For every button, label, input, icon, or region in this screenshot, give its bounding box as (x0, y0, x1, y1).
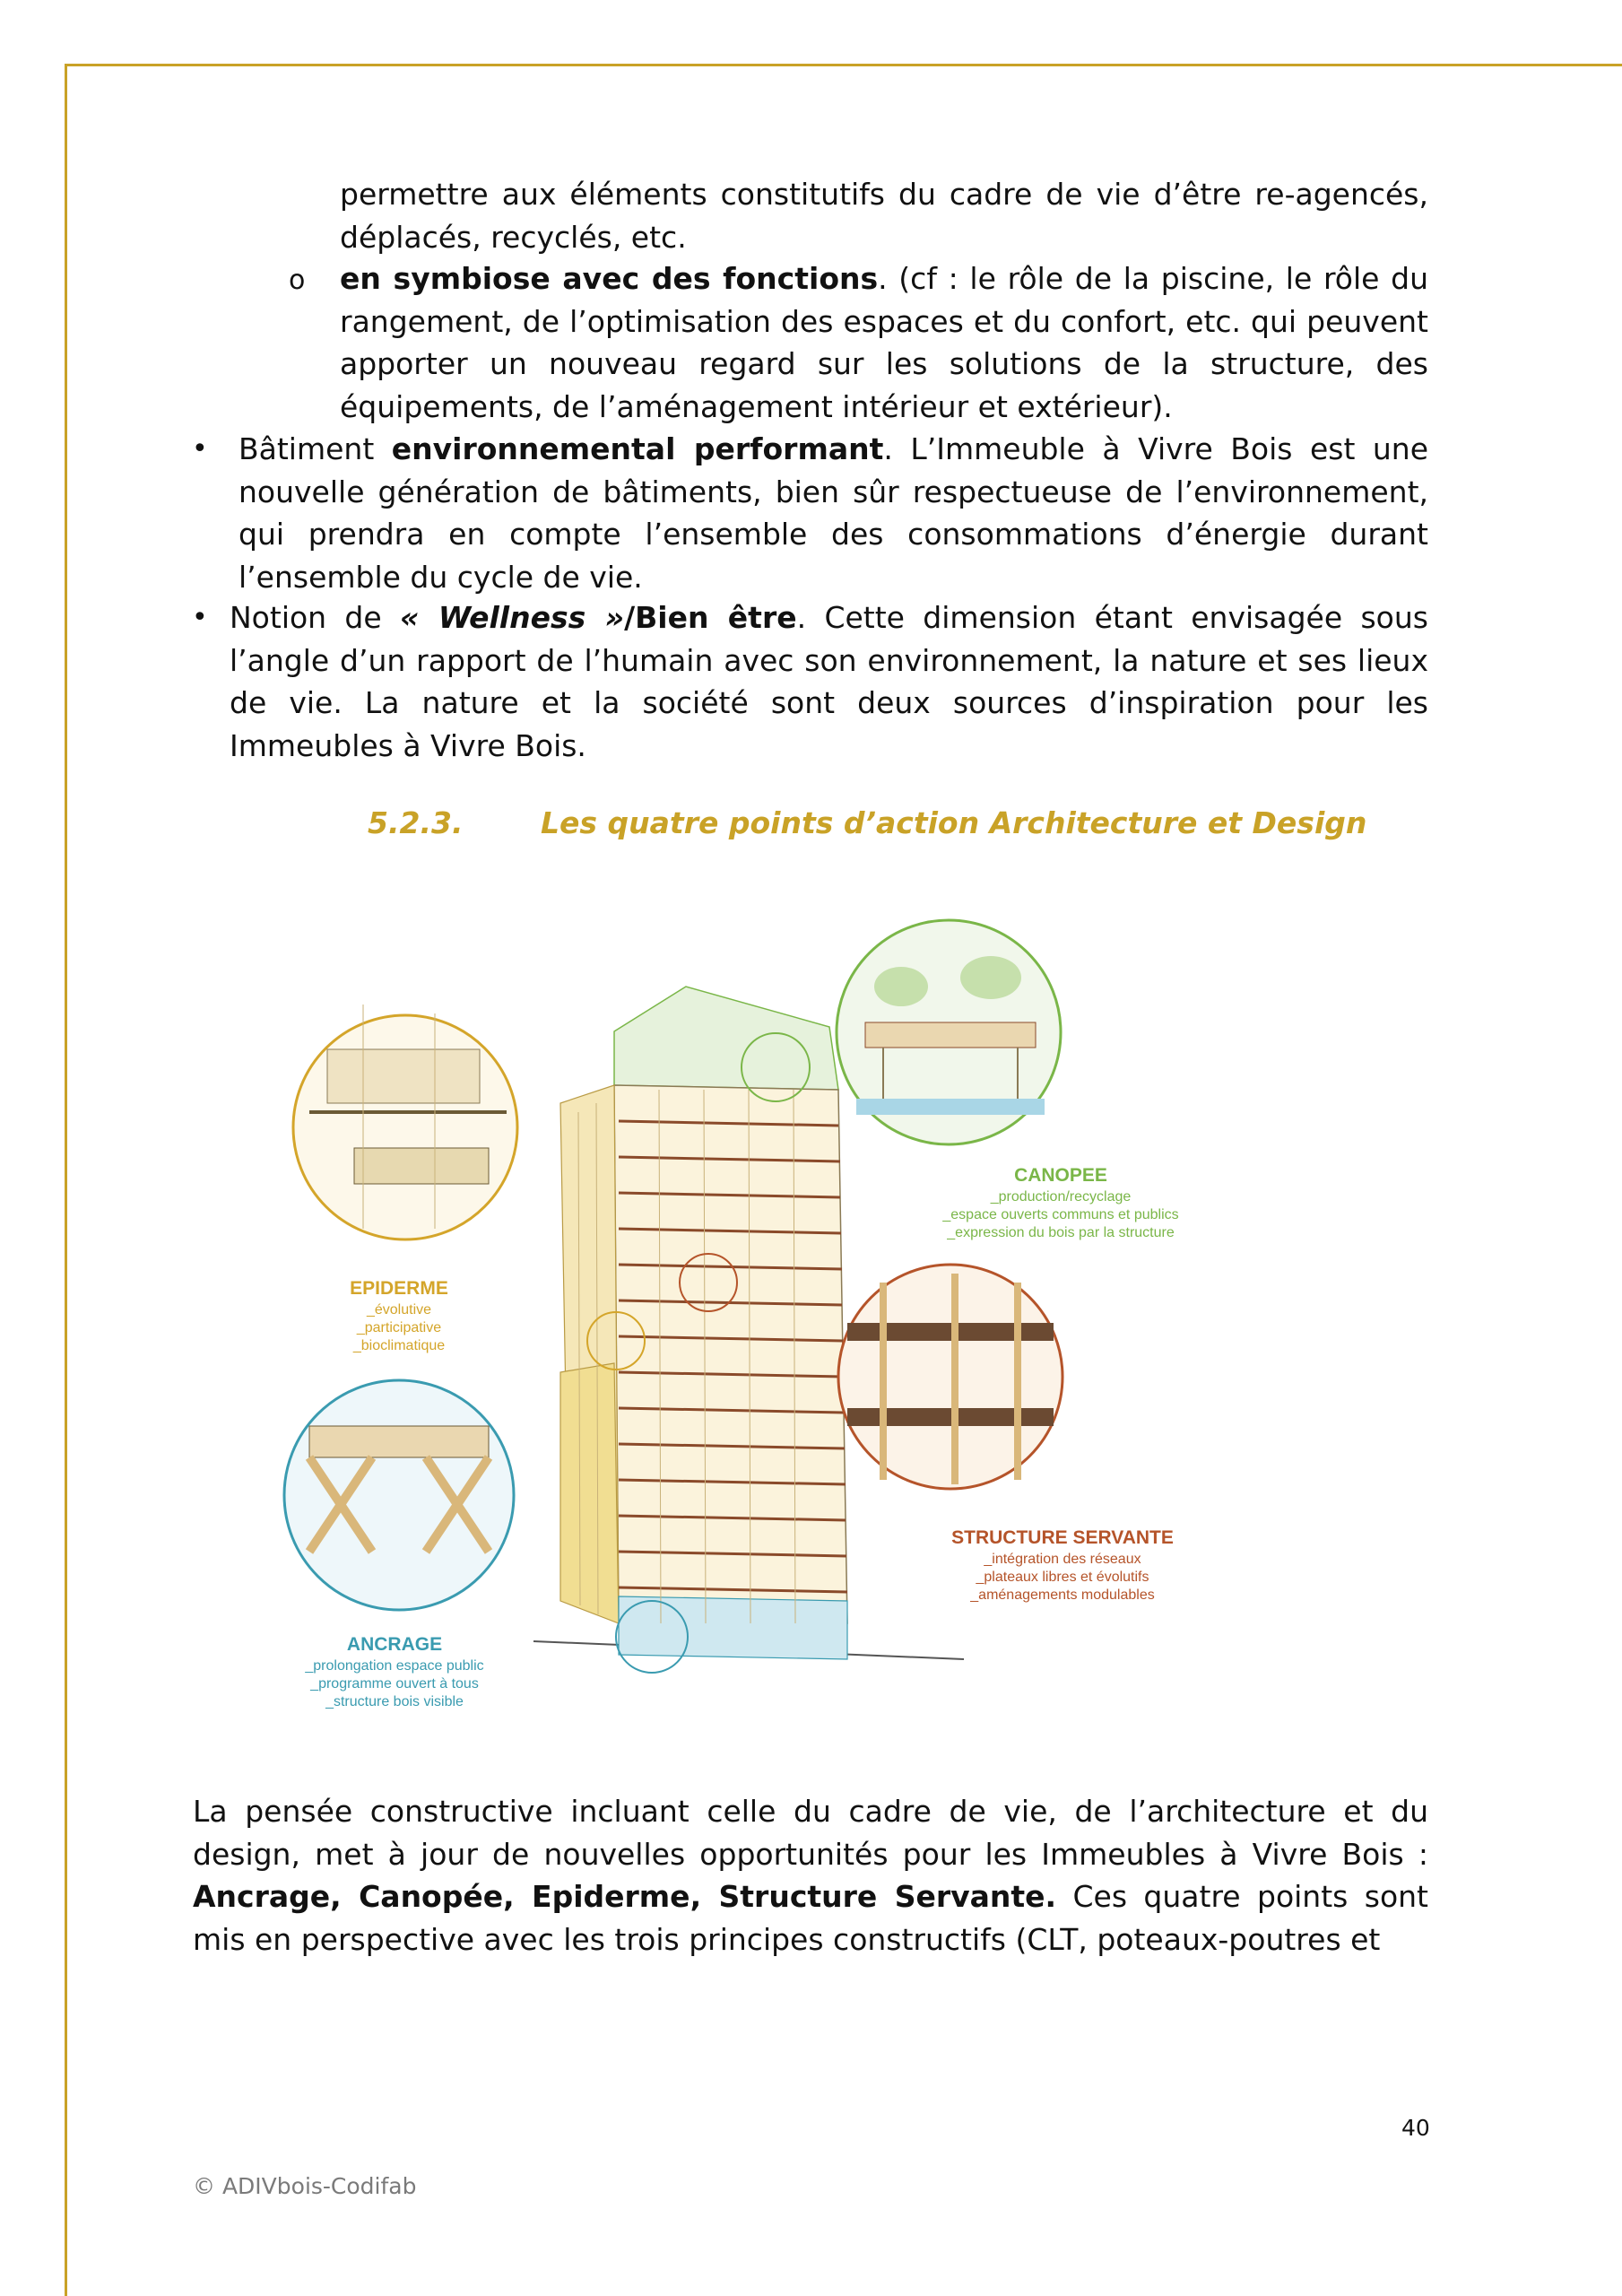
bullet2-pre: Notion de (230, 600, 401, 635)
sub-bullet-marker: o (289, 265, 306, 296)
sub-bullet-item (340, 257, 1428, 428)
canopee-detail (837, 920, 1061, 1144)
structure-caption (951, 1527, 1174, 1603)
bullet-marker-2: • (192, 602, 208, 633)
canopee-caption (941, 1165, 1178, 1240)
epiderme-line-1: _évolutive (366, 1302, 432, 1318)
paragraph-pre: La pensée constructive incluant celle du cadre de vie, de l’architecture et du design, met à jour de nouvelles opportunités pour les Immeubles à Vivre Bois : (193, 1794, 1428, 1872)
ancrage-caption (304, 1634, 483, 1709)
copyright-notice: © ADIVbois-Codifab (193, 2173, 417, 2199)
bullet1-rest: . L’Immeuble à Vivre Bois est une nouvelle génération de bâtiments, bien sûr respectueuse de l’environnement, qui prendra en compte l’ensemble des consommations d’énergie durant l’ensemble du cycle de vie. (239, 431, 1429, 595)
canopee-title: CANOPEE (1014, 1165, 1107, 1186)
bullet-item-2 (230, 596, 1428, 767)
building-diagram (273, 906, 1215, 1722)
tower-body (614, 1085, 847, 1623)
structure-title: STRUCTURE SERVANTE (951, 1527, 1174, 1548)
page-frame-top (65, 64, 1622, 66)
ancrage-line-3: _structure bois visible (325, 1694, 464, 1709)
bullet-item-1 (239, 428, 1428, 598)
page-frame-left (65, 64, 67, 2296)
ancrage-detail (284, 1380, 514, 1610)
architecture-illustration (273, 906, 1215, 1722)
epiderme-line-3: _bioclimatique (352, 1338, 446, 1353)
paragraph-rest: Ces quatre points sont mis en perspective avec les trois principes constructifs (CLT, poteaux-poutres et (193, 1879, 1428, 1957)
canopee-line-2: _espace ouverts communs et publics (942, 1207, 1179, 1222)
paragraph-bold: Ancrage, Canopée, Epiderme, Structure Servante. (193, 1879, 1057, 1914)
section-number: 5.2.3. (368, 805, 464, 840)
structure-detail (838, 1265, 1063, 1489)
ancrage-title: ANCRAGE (346, 1634, 443, 1655)
podium-facade (560, 1363, 619, 1623)
bullet2-rest: . Cette dimension étant envisagée sous l’angle d’un rapport de l’humain avec son environnement, la nature et ses lieux de vie. La nature et la société sont deux sources d’inspiration pour les Immeubles à Vivre Bois. (230, 600, 1428, 763)
section-title: Les quatre points d’action Architecture et Design (541, 805, 1367, 840)
bullet-marker-1: • (192, 433, 208, 465)
ancrage-line-2: _programme ouvert à tous (310, 1676, 479, 1692)
ancrage-line-1: _prolongation espace public (305, 1658, 484, 1674)
bullet1-pre: Bâtiment (239, 431, 392, 466)
bullet2-bold: /Bien être (624, 600, 797, 635)
canopee-line-1: _production/recyclage (990, 1189, 1132, 1205)
epiderme-caption (350, 1278, 448, 1353)
structure-line-1: _intégration des réseaux (984, 1552, 1141, 1567)
epiderme-detail (293, 1004, 517, 1239)
page-number: 40 (1401, 2115, 1430, 2141)
bullet2-bolditalic: « Wellness » (400, 600, 625, 635)
tower-base-glass (619, 1596, 847, 1659)
epiderme-title: EPIDERME (350, 1278, 448, 1299)
structure-line-3: _aménagements modulables (970, 1587, 1155, 1603)
structure-line-2: _plateaux libres et évolutifs (976, 1570, 1149, 1585)
sub-bullet-text: . (cf : le rôle de la piscine, le rôle du rangement, de l’optimisation des espaces et du confort, etc. qui peuvent apporter un nouveau regard sur les solutions de la structure, des équipements, de l’aménagement intérieur et extérieur). (340, 261, 1428, 424)
continuation-text: permettre aux éléments constitutifs du cadre de vie d’être re-agencés, déplacés, recyclés, etc. (340, 177, 1428, 255)
epiderme-line-2: _participative (356, 1320, 442, 1335)
bullet1-bold: environnemental performant (391, 431, 884, 466)
canopee-line-3: _expression du bois par la structure (947, 1225, 1175, 1240)
body-paragraph (193, 1790, 1428, 1961)
canopy-roof (614, 987, 838, 1090)
sub-bullet-bold: en symbiose avec des fonctions (340, 261, 879, 296)
